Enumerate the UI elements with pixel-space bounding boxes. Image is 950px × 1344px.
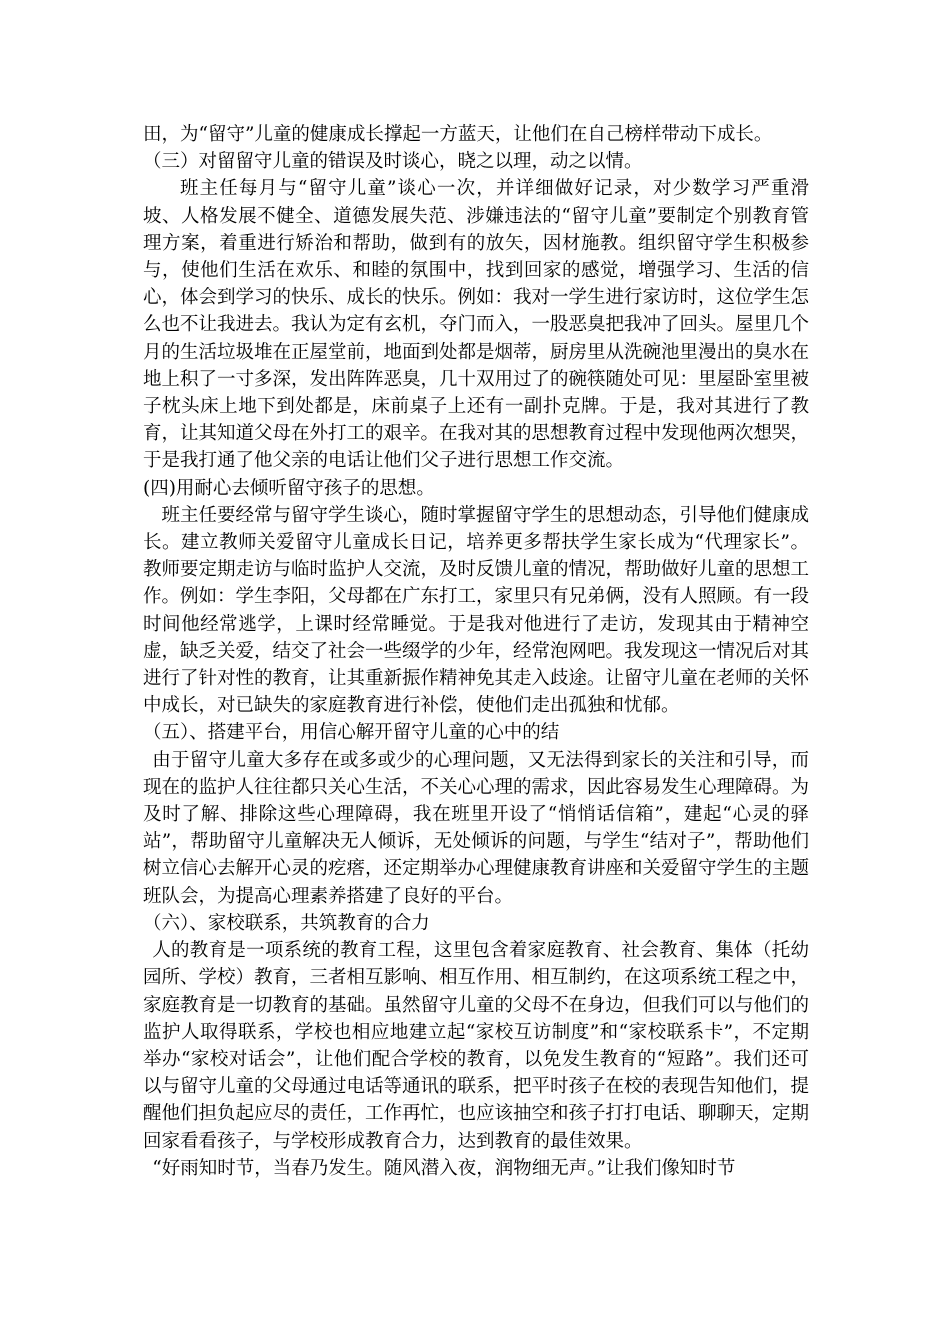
paragraph-closing-quote: “好雨知时节，当春乃发生。随风潜入夜，润物细无声。”让我们像知时节 [152,1157,736,1179]
section-heading-4: (四)用耐心去倾听留守孩子的思想。 [143,477,435,499]
section-heading-3: （三）对留留守儿童的错误及时谈心，晓之以理，动之以情。 [143,151,643,173]
section-heading-6: （六）、家校联系，共筑教育的合力 [143,912,430,934]
document-page [143,121,809,1182]
paragraph-intro-continuation: 田，为“留守”儿童的健康成长撑起一方蓝天，让他们在自己榜样带动下成长。 [143,124,773,145]
paragraph-section-6-body: 人的教育是一项系统的教育工程，这里包含着家庭教育、社会教育、集体（托幼园所、学校）教育，三者相互影响、相互作用、相互制约，在这项系统工程之中，家庭教育是一切教育的基础。虽然留守儿童的父母不在身边，但我们可以与他们的监护人取得联系，学校也相应地建立起“家校互访制度”和“家校联系卡”，不定期举办“家校对话会”，让他们配合学校的教育，以免发生教育的“短路”。我们还可以与留守儿童的父母通过电话等通讯的联系，把平时孩子在校的表现告知他们，提醒他们担负起应尽的责任，工作再忙，也应该抽空和孩子打打电话、聊聊天，定期回家看看孩子，与学校形成教育合力，达到教育的最佳效果。 [143,940,810,1152]
paragraph-section-3-body: 班主任每月与“留守儿童”谈心一次，并详细做好记录，对少数学习严重滑坡、人格发展不健全、道德发展失范、涉嫌违法的“留守儿童”要制定个别教育管理方案，着重进行矫治和帮助，做到有的放矢，因材施教。组织留守学生积极参与，使他们生活在欢乐、和睦的氛围中，找到回家的感觉，增强学习、生活的信心，体会到学习的快乐、成长的快乐。例如：我对一学生进行家访时，这位学生怎么也不让我进去。我认为定有玄机，夺门而入，一股恶臭把我冲了回头。屋里几个月的生活垃圾堆在正屋堂前，地面到处都是烟蒂，厨房里从洗碗池里漫出的臭水在地上积了一寸多深，发出阵阵恶臭，几十双用过了的碗筷随处可见：里屋卧室里被子枕头床上地下到处都是，床前桌子上还有一副扑克牌。于是，我对其进行了教育，让其知道父母在外打工的艰辛。在我对其的思想教育过程中发现他两次想哭，于是我打通了他父亲的电话让他们父子进行思想工作交流。 [143,178,810,472]
paragraph-section-5-body: 由于留守儿童大多存在或多或少的心理问题，又无法得到家长的关注和引导，而现在的监护人往往都只关心生活，不关心心理的需求，因此容易发生心理障碍。为及时了解、排除这些心理障碍，我在班里开设了“悄悄话信箱”，建起“心灵的驿站”，帮助留守儿童解决无人倾诉，无处倾诉的问题，与学生“结对子”，帮助他们树立信心去解开心灵的疙瘩，还定期举办心理健康教育讲座和关爱留守学生的主题班队会，为提高心理素养搭建了良好的平台。 [143,749,810,907]
paragraph-section-4-body: 班主任要经常与留守学生谈心，随时掌握留守学生的思想动态，引导他们健康成长。建立教师关爱留守儿童成长日记，培养更多帮扶学生家长成为“代理家长”。教师要定期走访与临时监护人交流，及时反馈儿童的情况，帮助做好儿童的思想工作。例如：学生李阳，父母都在广东打工，家里只有兄弟俩，没有人照顾。有一段时间他经常逃学，上课时经常睡觉。于是我对他进行了走访，发现其由于精神空虚，缺乏关爱，结交了社会一些缀学的少年，经常泡网吧。我发现这一情况后对其进行了针对性的教育，让其重新振作精神免其走入歧途。让留守儿童在老师的关怀中成长，对已缺失的家庭教育进行补偿，使他们走出孤独和忧郁。 [143,504,810,717]
section-heading-5: （五）、搭建平台，用信心解开留守儿童的心中的结 [143,722,560,744]
